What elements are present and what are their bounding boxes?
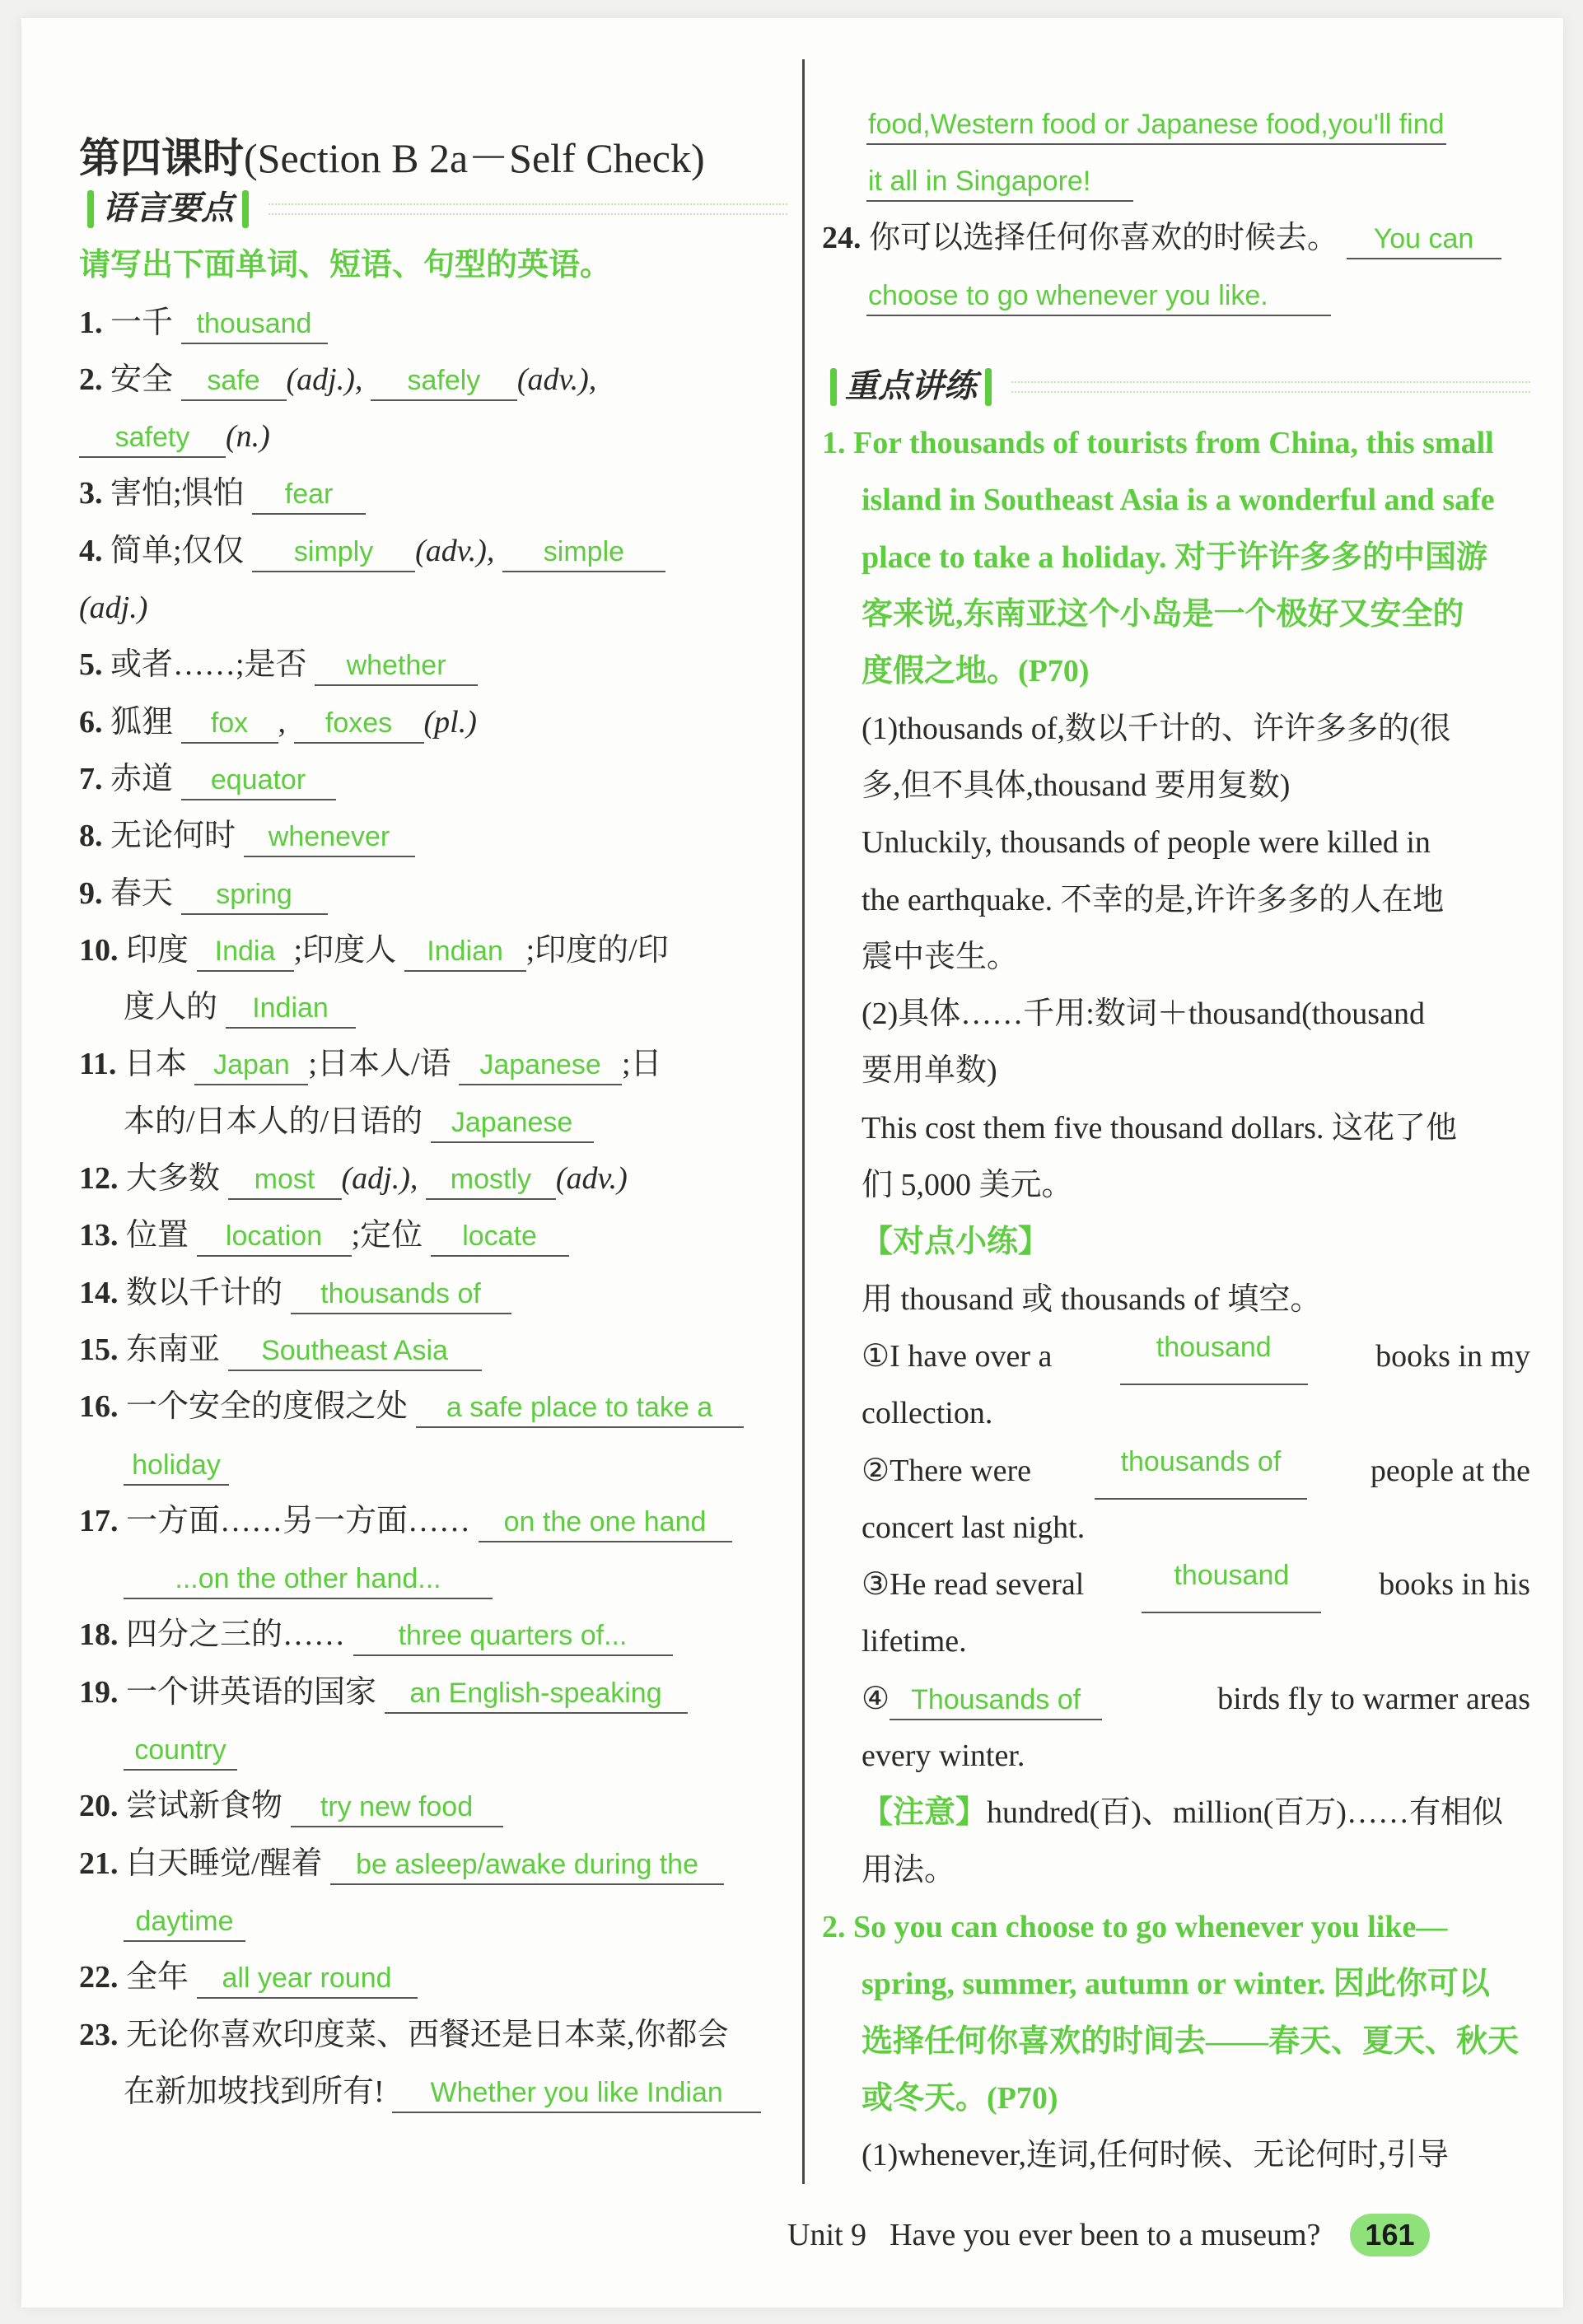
answer-blank[interactable]: fear — [252, 475, 366, 515]
answer-blank[interactable]: safe — [181, 362, 287, 401]
answer-blank[interactable]: whenever — [244, 818, 415, 857]
right-column — [822, 96, 1530, 2184]
practice-instruction: 用 thousand 或 thousands of 填空。 — [862, 1281, 1322, 1317]
list-item-cont: (adj.) — [79, 590, 148, 626]
list-item-cont: safety (n.) — [79, 408, 787, 465]
answer-blank[interactable]: Southeast Asia — [228, 1332, 482, 1371]
answer-blank[interactable]: thousand — [1120, 1328, 1308, 1385]
list-item: 14. 数以千计的 thousands of — [79, 1265, 787, 1322]
list-item: 16. 一个安全的度假之处 a safe place to take a — [79, 1379, 787, 1435]
section-heading-key-practice: 重点讲练 — [822, 358, 1530, 415]
answer-blank[interactable]: Indian — [226, 989, 356, 1029]
list-item: 24. 你可以选择任何你喜欢的时候去。 You can — [822, 210, 1530, 267]
explanation: 多,但不具体,thousand 要用复数) — [862, 768, 1291, 803]
practice-question-cont: concert last night. — [862, 1510, 1086, 1545]
answer-blank[interactable]: most — [228, 1160, 342, 1200]
instruction: 请写出下面单词、短语、句型的英语。 — [79, 248, 612, 283]
practice-question-cont: lifetime. — [862, 1624, 967, 1659]
explanation: 要用单数) — [862, 1053, 997, 1089]
answer-blank[interactable]: country — [124, 1731, 237, 1771]
answer-blank[interactable]: be asleep/awake during the — [330, 1846, 724, 1885]
answer-blank[interactable]: spring — [181, 875, 328, 915]
answer-blank[interactable]: daytime — [124, 1902, 245, 1942]
practice-label: 【对点小练】 — [862, 1225, 1050, 1260]
list-item: 6. 狐狸 fox , foxes (pl.) — [79, 694, 787, 751]
column-divider — [802, 59, 805, 2184]
answer-blank[interactable]: whether — [315, 646, 478, 686]
answer-blank[interactable]: try new food — [291, 1788, 503, 1827]
list-item: 19. 一个讲英语的国家 an English-speaking — [79, 1664, 787, 1721]
answer-blank[interactable]: thousand — [1142, 1556, 1321, 1613]
footer-unit: Unit 9 — [787, 2218, 867, 2252]
workbook-page — [21, 18, 1563, 2308]
example: This cost them five thousand dollars. 这花了他 — [862, 1110, 1457, 1146]
list-item: 10. 印度 India ;印度人 Indian ;印度的/印 — [79, 922, 787, 979]
answer-blank[interactable]: foxes — [294, 704, 424, 744]
heading-bar-icon — [242, 190, 249, 228]
section-heading-language-points: 语言要点 — [79, 180, 787, 237]
key-sentence: 度假之地。(P70) — [862, 654, 1090, 689]
list-item-cont: 本的/日本人的/日语的 Japanese — [79, 1094, 787, 1150]
answer-blank[interactable]: it all in Singapore! — [866, 162, 1133, 202]
page-footer — [787, 2210, 1430, 2260]
list-item: 23. 无论你喜欢印度菜、西餐还是日本菜,你都会 — [79, 2017, 729, 2052]
answer-blank[interactable]: Thousands of — [890, 1681, 1102, 1720]
list-item: 20. 尝试新食物 try new food — [79, 1778, 787, 1835]
dotted-rule — [269, 203, 787, 215]
list-item: 12. 大多数 most (adj.), mostly (adv.) — [79, 1150, 787, 1207]
answer-blank[interactable]: mostly — [426, 1160, 556, 1200]
title-section: (Section B 2a－Self Check) — [244, 135, 705, 181]
list-item-cont: 度人的 Indian — [79, 979, 787, 1036]
answer-blank[interactable]: all year round — [197, 1959, 418, 1999]
practice-question: ③He read several thousand books in his — [822, 1556, 1530, 1613]
answer-blank[interactable]: simple — [502, 533, 665, 572]
answer-blank[interactable]: Whether you like Indian — [392, 2074, 761, 2113]
title-chinese: 第四课时 — [79, 135, 244, 181]
answer-blank[interactable]: safety — [79, 418, 226, 458]
list-item-cont — [822, 96, 1530, 152]
explanation: (2)具体……千用:数词＋thousand(thousand — [862, 996, 1425, 1032]
answer-blank[interactable]: location — [197, 1217, 352, 1257]
answer-blank[interactable]: equator — [181, 761, 336, 800]
list-item: 21. 白天睡觉/醒着 be asleep/awake during the — [79, 1836, 787, 1892]
practice-question: ②There were thousands of people at the — [822, 1443, 1530, 1500]
answer-blank[interactable]: Japanese — [459, 1046, 622, 1085]
practice-question: ④ Thousands of birds fly to warmer areas — [822, 1671, 1530, 1728]
answer-blank[interactable]: India — [197, 932, 294, 972]
list-item: 7. 赤道 equator — [79, 751, 787, 808]
answer-blank[interactable]: fox — [181, 704, 278, 744]
answer-blank[interactable]: holiday — [124, 1446, 229, 1486]
key-sentence: spring, summer, autumn or winter. 因此你可以 — [862, 1967, 1490, 2002]
dotted-rule — [1011, 381, 1530, 393]
answer-blank[interactable]: thousand — [181, 305, 328, 344]
answer-blank[interactable]: simply — [252, 533, 415, 572]
list-item: 1. 一千 thousand — [79, 295, 787, 352]
key-sentence: 1. For thousands of tourists from China, this small — [822, 426, 1494, 461]
answer-blank[interactable]: a safe place to take a — [416, 1388, 744, 1428]
heading-bar-icon — [985, 368, 992, 406]
list-item: 5. 或者……;是否 whether — [79, 637, 787, 693]
answer-blank[interactable]: Indian — [404, 932, 526, 972]
list-item: 2. 安全 safe (adj.), safely (adv.), — [79, 352, 787, 408]
example: 们 5,000 美元。 — [862, 1168, 1073, 1203]
explanation: (1)thousands of,数以千计的、许许多多的(很 — [862, 711, 1451, 746]
heading-bar-icon — [830, 368, 837, 406]
list-item-cont — [79, 1892, 787, 1949]
left-column — [79, 124, 787, 2121]
list-item-cont — [79, 1436, 787, 1493]
list-item-cont — [79, 1550, 787, 1607]
list-item-cont — [822, 152, 1530, 209]
list-item: 9. 春天 spring — [79, 866, 787, 922]
list-item-cont — [79, 1721, 787, 1778]
answer-blank[interactable]: Japan — [194, 1046, 308, 1085]
list-item: 17. 一方面……另一方面…… on the one hand — [79, 1493, 787, 1550]
heading-bar-icon — [87, 190, 94, 228]
note-cont: 用法。 — [862, 1852, 956, 1888]
example: Unluckily, thousands of people were killed in — [862, 825, 1431, 861]
footer-unit-title: Have you ever been to a museum? — [890, 2218, 1321, 2252]
answer-blank[interactable]: three quarters of... — [353, 1617, 673, 1656]
key-sentence: 2. So you can choose to go whenever you like— — [822, 1909, 1448, 1944]
explanation: (1)whenever,连词,任何时候、无论何时,引导 — [862, 2138, 1449, 2173]
answer-blank[interactable]: on the one hand — [479, 1503, 732, 1542]
list-item-cont — [822, 267, 1530, 324]
answer-blank[interactable]: an English-speaking — [385, 1674, 688, 1714]
answer-blank[interactable]: food,Western food or Japanese food,you'll find — [866, 105, 1446, 145]
answer-blank[interactable]: You can — [1347, 220, 1501, 259]
key-sentence: island in Southeast Asia is a wonderful and safe — [862, 483, 1495, 518]
example: the earthquake. 不幸的是,许许多多的人在地 — [862, 882, 1445, 917]
practice-question-cont: every winter. — [862, 1738, 1025, 1774]
list-item-cont: 在新加坡找到所有! Whether you like Indian — [79, 2064, 787, 2121]
list-item: 15. 东南亚 Southeast Asia — [79, 1322, 787, 1379]
key-sentence: 客来说,东南亚这个小岛是一个极好又安全的 — [862, 597, 1464, 632]
key-sentence: 或冬天。(P70) — [862, 2080, 1058, 2116]
answer-blank[interactable]: Japanese — [431, 1104, 594, 1143]
answer-blank[interactable]: thousands of — [291, 1275, 511, 1314]
key-sentence: place to take a holiday. 对于许许多多的中国游 — [862, 539, 1488, 575]
note: 【注意】hundred(百)、million(百万)……有相似 — [862, 1795, 1503, 1831]
answer-blank[interactable]: thousands of — [1095, 1443, 1307, 1500]
page-number: 161 — [1350, 2214, 1429, 2256]
practice-question: ①I have over a thousand books in my — [822, 1328, 1530, 1385]
list-item: 18. 四分之三的…… three quarters of... — [79, 1607, 787, 1664]
key-sentence: 选择任何你喜欢的时间去——春天、夏天、秋天 — [862, 2023, 1520, 2059]
list-item: 3. 害怕;惧怕 fear — [79, 465, 787, 522]
list-item: 13. 位置 location ;定位 locate — [79, 1207, 787, 1264]
answer-blank[interactable]: ...on the other hand... — [124, 1560, 493, 1599]
answer-blank[interactable]: safely — [371, 362, 517, 401]
practice-question-cont: collection. — [862, 1396, 993, 1431]
answer-blank[interactable]: locate — [431, 1217, 569, 1257]
answer-blank[interactable]: choose to go whenever you like. — [866, 277, 1331, 316]
list-item: 8. 无论何时 whenever — [79, 808, 787, 865]
list-item: 22. 全年 all year round — [79, 1949, 787, 2006]
list-item: 4. 简单;仅仅 simply (adv.), simple — [79, 523, 787, 580]
example: 震中丧生。 — [862, 939, 1019, 974]
list-item: 11. 日本 Japan ;日本人/语 Japanese ;日 — [79, 1036, 787, 1093]
